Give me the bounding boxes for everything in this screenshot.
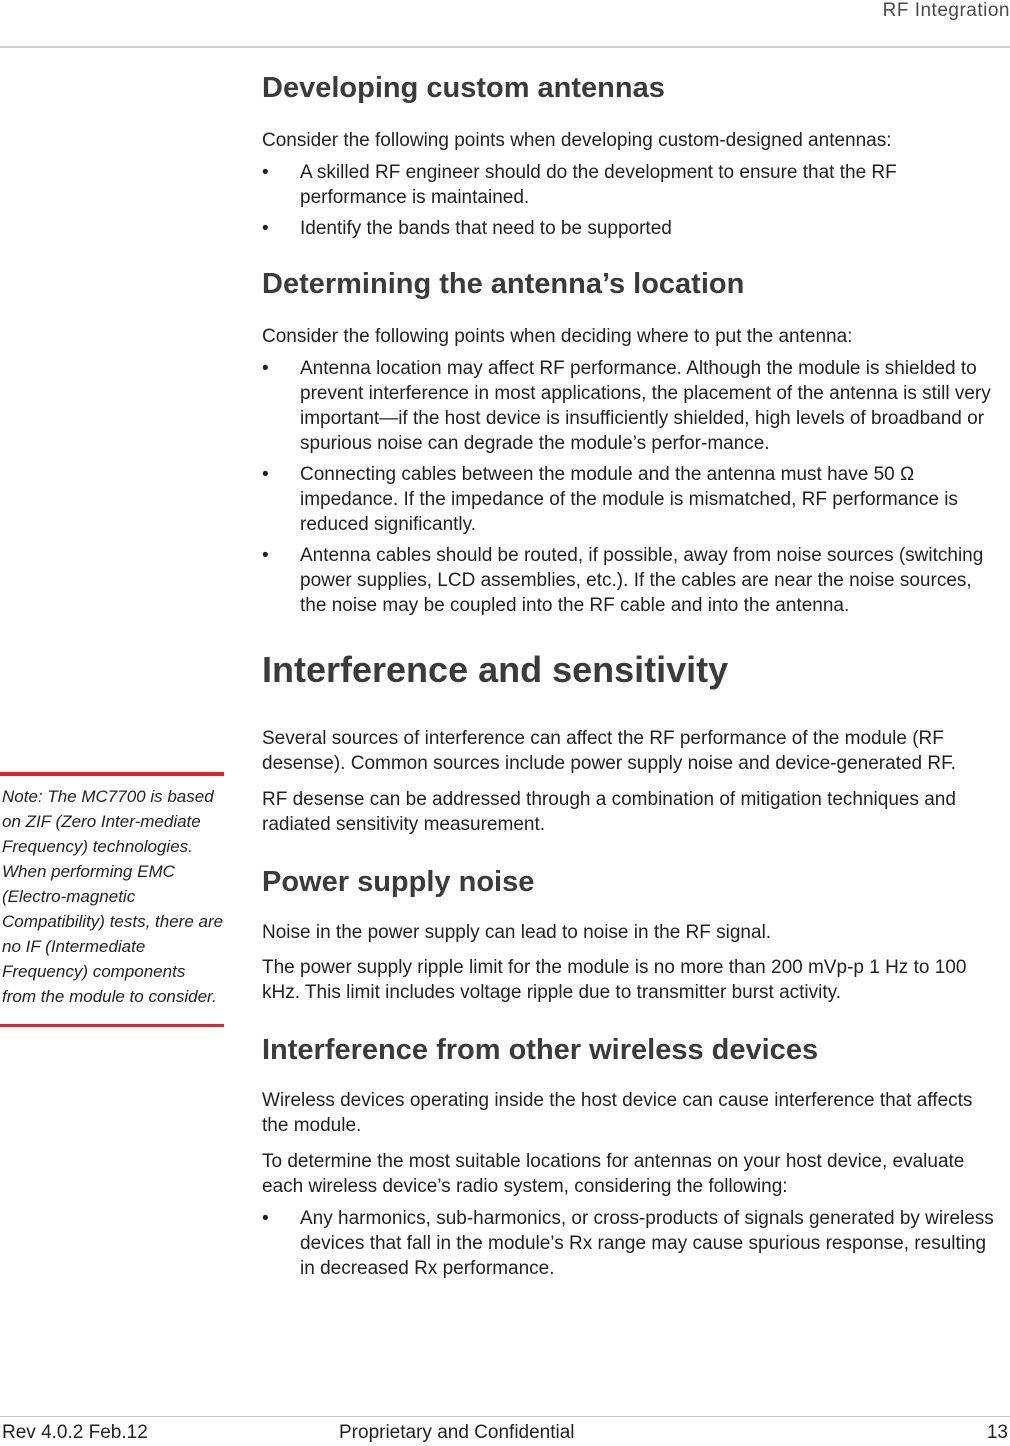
list-item: • Antenna cables should be routed, if possible, away from noise sources (switching power supplies, LCD assemblies, etc.). If the cables are near the noise sources, the noise may be coupled into the RF cable and into the antenna. bbox=[262, 543, 1002, 618]
antenna-location-list bbox=[262, 356, 1002, 618]
running-header-title: RF Integration bbox=[882, 0, 1010, 21]
header-divider bbox=[0, 46, 1010, 48]
main-content bbox=[262, 70, 1002, 1281]
list-item: • Any harmonics, sub-harmonics, or cross-products of signals generated by wireless devices that fall in the module’s Rx range may cause spurious response, resulting in decreased Rx performance. bbox=[262, 1206, 1002, 1281]
power-noise-paragraph-1: Noise in the power supply can lead to noise in the RF signal. bbox=[262, 922, 772, 943]
list-item: • A skilled RF engineer should do the development to ensure that the RF performance is maintained. bbox=[262, 160, 1002, 210]
heading-custom-antennas: Developing custom antennas bbox=[262, 72, 665, 104]
power-noise-paragraph-2: The power supply ripple limit for the module is no more than 200 mVp-p 1 Hz to 100 kHz. This limit includes voltage ripple due to transmitter burst activity. bbox=[262, 957, 967, 1003]
custom-antennas-intro: Consider the following points when developing custom-designed antennas: bbox=[262, 130, 892, 151]
interference-paragraph-1: Several sources of interference can affect the RF performance of the module (RF desense). Common sources include power supply noise and device-generated RF. bbox=[262, 728, 956, 774]
list-item: • Connecting cables between the module and the antenna must have 50 Ω impedance. If the impedance of the module is mismatched, RF performance is reduced significantly. bbox=[262, 462, 1002, 537]
margin-note bbox=[0, 772, 224, 1027]
interference-paragraph-2: RF desense can be addressed through a combination of mitigation techniques and radiated sensitivity measurement. bbox=[262, 789, 956, 835]
footer-divider bbox=[0, 1416, 1010, 1417]
wireless-paragraph-1: Wireless devices operating inside the host device can cause interference that affects the module. bbox=[262, 1090, 973, 1136]
footer-revision: Rev 4.0.2 Feb.12 bbox=[2, 1422, 148, 1443]
custom-antennas-list bbox=[262, 160, 1002, 241]
antenna-location-intro: Consider the following points when deciding where to put the antenna: bbox=[262, 326, 853, 347]
heading-antenna-location: Determining the antenna’s location bbox=[262, 268, 745, 300]
footer-confidentiality: Proprietary and Confidential bbox=[339, 1422, 575, 1443]
heading-power-supply-noise: Power supply noise bbox=[262, 866, 535, 898]
footer-page-number: 13 bbox=[986, 1422, 1008, 1443]
heading-wireless-interference: Interference from other wireless devices bbox=[262, 1034, 819, 1066]
wireless-list bbox=[262, 1206, 1002, 1281]
heading-interference-sensitivity: Interference and sensitivity bbox=[262, 649, 729, 690]
margin-note-text: Note: The MC7700 is based on ZIF (Zero Inter-mediate Frequency) technologies. When performing EMC (Electro-magnetic Compatibility) tests, there are no IF (Intermediate Frequency) components from the module to consider. bbox=[2, 787, 224, 1006]
wireless-paragraph-2: To determine the most suitable locations for antennas on your host device, evaluate each wireless device’s radio system, considering the following: bbox=[262, 1151, 965, 1197]
list-item: • Identify the bands that need to be supported bbox=[262, 216, 1002, 241]
list-item: • Antenna location may affect RF performance. Although the module is shielded to prevent interference in most applications, the placement of the antenna is still very important—if the host device is insufficiently shielded, high levels of broadband or spurious noise can degrade the module’s perfor-mance. bbox=[262, 356, 1002, 456]
